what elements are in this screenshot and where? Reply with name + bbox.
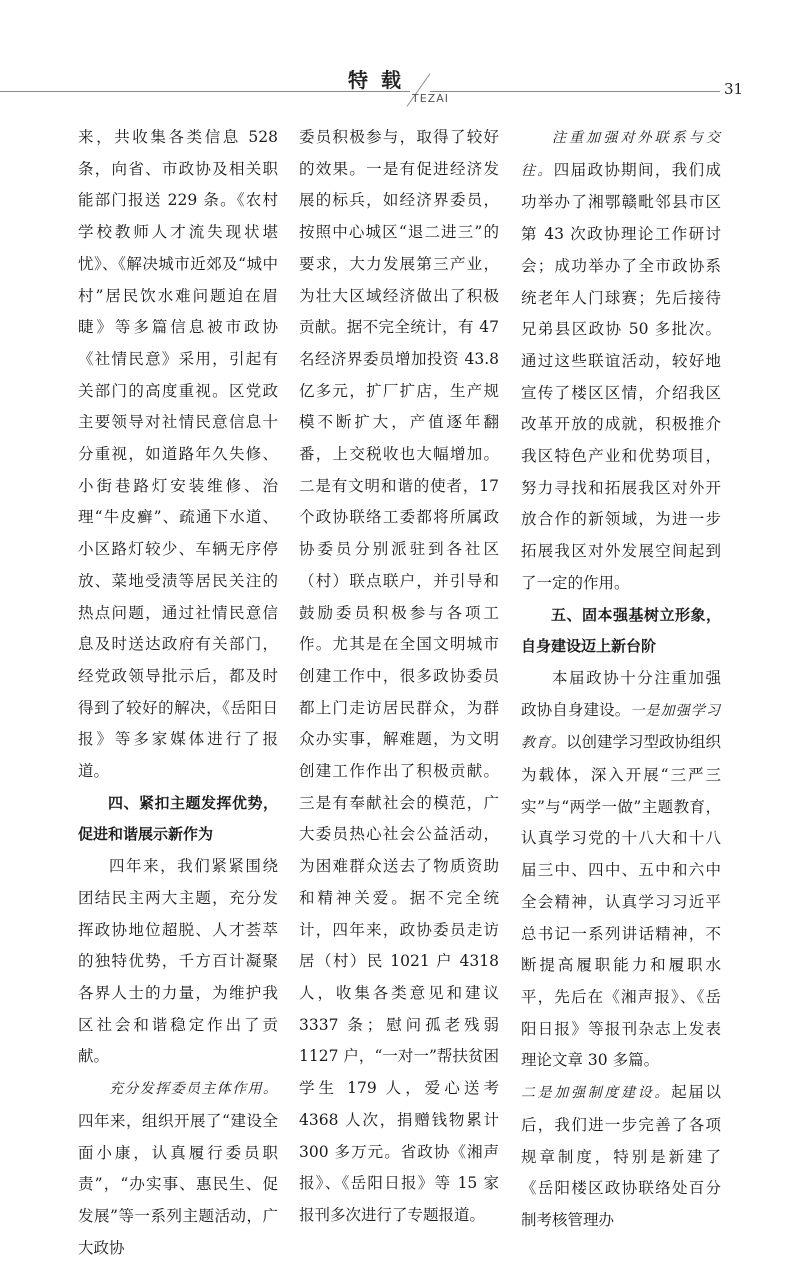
page-number: 31: [724, 80, 744, 98]
lead-phrase: 二是加强制度建设。: [521, 1085, 672, 1102]
paragraph-text: 起届以后，我们进一步完善了各项规章制度，特别是新建了《岳阳楼区政协联络处百分制考核管理办: [521, 1083, 721, 1229]
lead-phrase: 注重加强对外联系与交往。: [521, 130, 721, 179]
paragraph: [521, 663, 721, 1077]
paragraph: [78, 1073, 278, 1264]
lead-phrase: 充分发挥委员主体作用。: [109, 1081, 278, 1098]
section-title: 特 载: [348, 68, 404, 92]
section-subtitle: TEZAI: [412, 92, 449, 105]
section-heading-4: 四、紧扣主题发挥优势，促进和谐展示新作为: [78, 793, 278, 844]
paragraph: [521, 1077, 721, 1237]
text-column-1: [78, 122, 278, 1264]
lead-phrase: 一是加强学习教育。: [521, 702, 721, 752]
text-column-3: [521, 122, 721, 1237]
paragraph-text: 本届政协十分注重加强政协自身建设。: [521, 668, 721, 719]
paragraph-text: 四届政协期间，我们成功举办了湘鄂赣毗邻县市区第 43 次政协理论工作研讨会；成功举办了全市政协系统老年人门球赛；先后接待兄弟县区政协 50 多批次。通过这些联谊活动，较好地宣传了楼区区情，介绍我区改革开放的成就，积极推介我区特色产业和优势项目，努力寻找和拓展我区对外开放合作的新领域，为进一步拓展我区对外发展空间起到了一定的作用。: [521, 160, 721, 592]
paragraph: 委员积极参与，取得了较好的效果。一是有促进经济发展的标兵，如经济界委员，按照中心城区“退二进三”的要求，大力发展第三产业，为壮大区域经济做出了积极贡献。据不完全统计，有 47 名经济界委员增加投资 43.8 亿多元，扩厂扩店，生产规模不断扩大，产值逐年翻番，上交税收也大幅增加。二是有文明和谐的使者，17 个政协联络工委都将所属政协委员分别派驻到各社区（村）联点联户，并引导和鼓励委员积极参与各项工作。尤其是在全国文明城市创建工作中，很多政协委员都上门走访居民群众，为群众办实事，解难题，为文明创建工作作出了积极贡献。三是有奉献社会的模范，广大委员热心社会公益活动，为困难群众送去了物质资助和精神关爱。据不完全统计，四年来，政协委员走访居（村）民 1021 户 4318 人，收集各类意见和建议 3337 条；慰问孤老残弱 1127 户，“一对一”帮扶贫困学生 179 人，爱心送考 4368 人次，捐赠钱物累计 300 多万元。省政协《湘声报》、《岳阳日报》等 15 家报刊多次进行了专题报道。: [299, 128, 499, 1224]
paragraph-text: 四年来，组织开展了“建设全面小康，认真履行委员职责”，“办实事、惠民生、促发展”等一系列主题活动，广大政协: [78, 1111, 278, 1257]
paragraph: 四年来，我们紧紧围绕团结民主两大主题，充分发挥政协地位超脱、人才荟萃的独特优势，千方百计凝聚各界人士的力量，为维护我区社会和谐稳定作出了贡献。: [78, 857, 278, 1066]
paragraph-text: 以创建学习型政协组织为载体，深入开展“三严三实”与“两学一做”主题教育，认真学习党的十八大和十八届三中、四中、五中和六中全会精神，认真学习习近平总书记一系列讲话精神，不断提高履职能力和履职水平，先后在《湘声报》、《岳阳日报》等报刊杂志上发表理论文章 30 多篇。: [521, 733, 722, 1070]
paragraph: [521, 122, 721, 600]
text-column-2: [299, 122, 499, 1232]
section-heading-5: 五、固本强基树立形象，自身建设迈上新台阶: [521, 605, 721, 656]
header-rule-right: [430, 91, 720, 92]
paragraph: 来，共收集各类信息 528 条，向省、市政协及相关职能部门报送 229 条。《农村学校教师人才流失现状堪忧》、《解决城市近郊及“城中村”居民饮水难问题迫在眉睫》等多篇信息被市政协《社情民意》采用，引起有关部门的高度重视。区党政主要领导对社情民意信息十分重视，如道路年久失修、小街巷路灯安装维修、治理“牛皮癣”、疏通下水道、小区路灯较少、车辆无序停放、菜地受渍等居民关注的热点问题，通过社情民意信息及时送达政府有关部门，经党政领导批示后，都及时得到了较好的解决，《岳阳日报》等多家媒体进行了报道。: [78, 128, 278, 781]
page-header: [0, 0, 805, 110]
